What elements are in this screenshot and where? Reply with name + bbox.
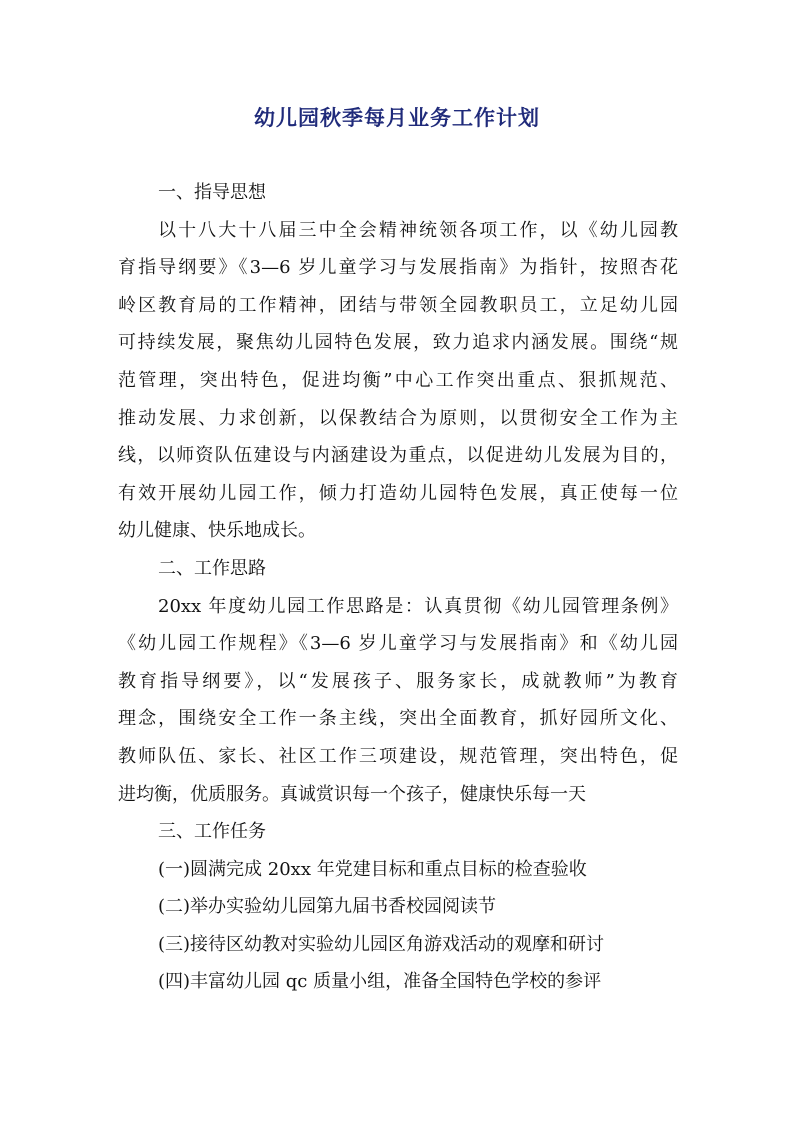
task-item: (四)丰富幼儿园 qc 质量小组，准备全国特色学校的参评 bbox=[158, 971, 602, 993]
task-item: (一)圆满完成 20xx 年党建目标和重点目标的检查验收 bbox=[158, 858, 587, 880]
paragraph-line: 《幼儿园工作规程》《3—6 岁儿童学习与发展指南》和《幼儿园 bbox=[118, 633, 678, 655]
paragraph-line: 理念，围绕安全工作一条主线，突出全面教育，抓好园所文化、 bbox=[118, 708, 678, 730]
paragraph-line: 线，以师资队伍建设与内涵建设为重点，以促进幼儿发展为目的， bbox=[118, 445, 678, 467]
paragraph-line: 教育指导纲要》，以“发展孩子、服务家长，成就教师”为教育 bbox=[118, 670, 678, 692]
paragraph-line: 进均衡，优质服务。真诚赏识每一个孩子，健康快乐每一天 bbox=[118, 783, 586, 805]
paragraph-line: 可持续发展，聚焦幼儿园特色发展，致力追求内涵发展。围绕“规 bbox=[118, 332, 678, 354]
task-item: (三)接待区幼教对实验幼儿园区角游戏活动的观摩和研讨 bbox=[158, 933, 605, 955]
page-title: 幼儿园秋季每月业务工作计划 bbox=[254, 105, 540, 130]
task-item: (二)举办实验幼儿园第九届书香校园阅读节 bbox=[158, 896, 497, 918]
paragraph-line: 幼儿健康、快乐地成长。 bbox=[118, 520, 316, 542]
paragraph-line: 有效开展幼儿园工作，倾力打造幼儿园特色发展，真正使每一位 bbox=[118, 482, 678, 504]
paragraph-line: 以十八大十八届三中全会精神统领各项工作，以《幼儿园教 bbox=[158, 219, 678, 241]
document-body bbox=[118, 174, 678, 1001]
section-heading-work-tasks: 三、工作任务 bbox=[158, 821, 266, 843]
paragraph-line: 范管理，突出特色，促进均衡”中心工作突出重点、狠抓规范、 bbox=[118, 369, 678, 391]
paragraph-line: 教师队伍、家长、社区工作三项建设，规范管理，突出特色，促 bbox=[118, 745, 678, 767]
paragraph-line: 推动发展、力求创新，以保教结合为原则，以贯彻安全工作为主 bbox=[118, 407, 678, 429]
paragraph-line: 育指导纲要》《3—6 岁儿童学习与发展指南》为指针，按照杏花 bbox=[118, 257, 678, 279]
paragraph-line: 20xx 年度幼儿园工作思路是：认真贯彻《幼儿园管理条例》 bbox=[158, 595, 678, 617]
paragraph-line: 岭区教育局的工作精神，团结与带领全园教职员工，立足幼儿园 bbox=[118, 294, 678, 316]
section-heading-work-approach: 二、工作思路 bbox=[158, 557, 266, 579]
section-heading-guiding-ideology: 一、指导思想 bbox=[158, 182, 266, 203]
